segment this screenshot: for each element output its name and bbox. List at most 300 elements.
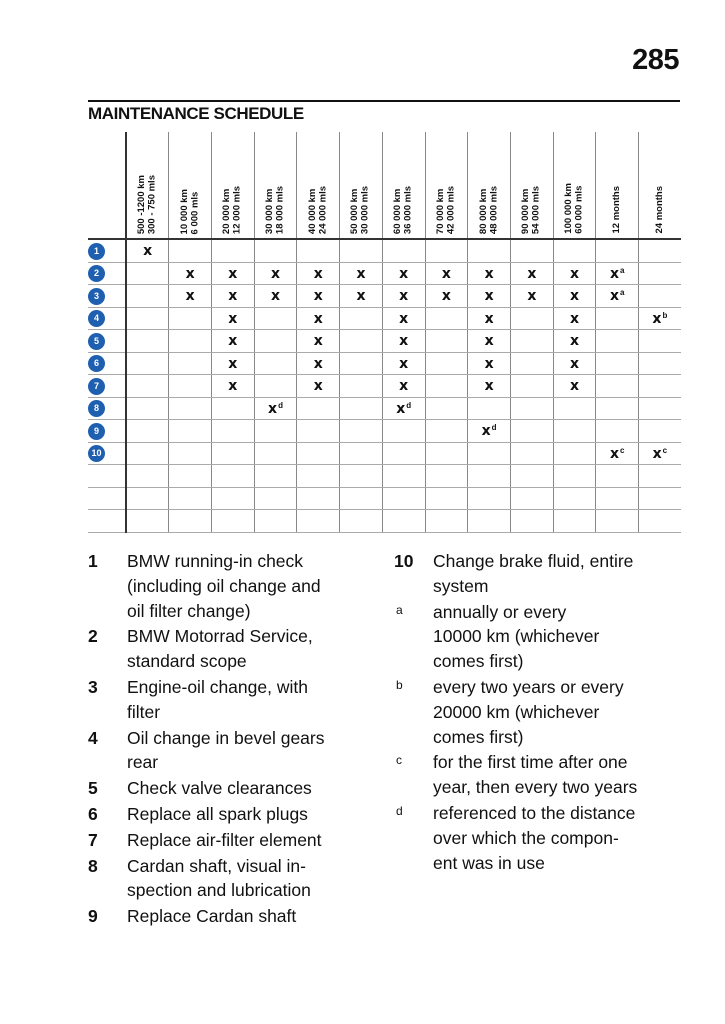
service-mark: x (527, 288, 537, 305)
schedule-cell (254, 262, 297, 285)
schedule-row (88, 352, 681, 375)
schedule-cell (510, 239, 553, 262)
schedule-cell (553, 397, 596, 420)
schedule-cell (340, 285, 383, 308)
schedule-cell (639, 330, 681, 353)
row-number-cell (88, 465, 126, 488)
row-number-badge: 3 (88, 288, 105, 305)
service-mark: x (356, 265, 366, 282)
schedule-cell (382, 442, 425, 465)
schedule-cell (425, 465, 468, 488)
schedule-cell (382, 397, 425, 420)
service-mark: x (185, 265, 195, 282)
service-mark: x (396, 400, 406, 417)
interval-label-primary: 100 000 km (563, 183, 575, 234)
schedule-cell (126, 397, 169, 420)
interval-label-secondary: 30 000 mls (359, 185, 371, 234)
schedule-cell (211, 420, 254, 443)
schedule-cell (596, 330, 639, 353)
schedule-cell (340, 330, 383, 353)
interval-header (126, 132, 169, 239)
schedule-cell (126, 420, 169, 443)
legend-line: Replace all spark plugs (127, 803, 308, 824)
interval-header (340, 132, 383, 239)
schedule-cell (169, 262, 212, 285)
legend-item (88, 549, 378, 623)
schedule-cell (425, 285, 468, 308)
schedule-cell (596, 285, 639, 308)
schedule-cell (596, 375, 639, 398)
legend-line: BMW running-in check (127, 551, 304, 571)
interval-label (180, 189, 201, 234)
row-number-badge: 1 (88, 243, 105, 260)
schedule-cell (382, 307, 425, 330)
schedule-row (88, 465, 681, 488)
schedule-cell (425, 352, 468, 375)
schedule-cell (553, 465, 596, 488)
legend-line: every two years or every (433, 676, 624, 697)
legend-footnote-letter: d (396, 803, 403, 818)
schedule-cell (382, 330, 425, 353)
schedule-cell (169, 352, 212, 375)
schedule-row (88, 239, 681, 262)
legend-line: referenced to the distance (433, 802, 636, 823)
service-mark: x (441, 288, 451, 305)
schedule-cell (510, 262, 553, 285)
schedule-cell (639, 262, 681, 285)
row-number-cell (88, 285, 126, 308)
schedule-cell (297, 465, 340, 488)
page-number: 285 (632, 44, 679, 76)
schedule-cell (169, 239, 212, 262)
schedule-cell (468, 330, 511, 353)
legend-line: filter (127, 701, 161, 722)
service-mark: x (313, 355, 323, 372)
legend-item (394, 675, 694, 749)
service-mark: x (399, 333, 409, 350)
schedule-cell (468, 285, 511, 308)
legend-line: spection and lubrication (127, 880, 311, 901)
legend-text (127, 854, 378, 904)
schedule-cell (639, 510, 681, 533)
schedule-cell (297, 262, 340, 285)
schedule-cell (425, 330, 468, 353)
schedule-cell (596, 487, 639, 510)
schedule-cell (468, 239, 511, 262)
schedule-cell (126, 375, 169, 398)
schedule-cell (254, 442, 297, 465)
row-number-cell (88, 262, 126, 285)
schedule-cell (211, 285, 254, 308)
service-mark: x (570, 378, 580, 395)
legend-item (394, 750, 694, 800)
schedule-cell (596, 239, 639, 262)
maintenance-schedule-table (88, 132, 681, 533)
schedule-cell (468, 352, 511, 375)
interval-header (382, 132, 425, 239)
row-number-badge: 9 (88, 423, 105, 440)
legend-text (433, 675, 694, 749)
schedule-cell (126, 352, 169, 375)
schedule-cell (382, 262, 425, 285)
row-number-badge: 5 (88, 333, 105, 350)
legend-line: BMW Motorrad Service, (127, 626, 313, 647)
legend-item (394, 549, 694, 599)
schedule-cell (169, 285, 212, 308)
legend-line: for the first time after one (433, 752, 628, 773)
row-number-badge: 8 (88, 400, 105, 417)
schedule-cell (340, 397, 383, 420)
legend-right-column (394, 549, 694, 876)
schedule-cell (425, 375, 468, 398)
schedule-cell (639, 375, 681, 398)
schedule-cell (382, 465, 425, 488)
interval-label-primary: 80 000 km (477, 188, 489, 234)
row-number-badge: 6 (88, 355, 105, 372)
service-mark: x (399, 265, 409, 282)
legend-line: standard scope (127, 651, 247, 672)
interval-label-secondary: 12 000 mls (231, 185, 243, 234)
schedule-cell (425, 397, 468, 420)
schedule-cell (425, 487, 468, 510)
legend-number: 3 (88, 676, 98, 697)
footnote-ref: c (662, 445, 668, 455)
schedule-row (88, 487, 681, 510)
service-mark: x (484, 355, 494, 372)
schedule-cell (425, 262, 468, 285)
service-mark: x (228, 355, 238, 372)
schedule-cell (254, 307, 297, 330)
schedule-cell (553, 330, 596, 353)
schedule-cell (211, 442, 254, 465)
service-mark: x (313, 310, 323, 327)
row-number-cell (88, 375, 126, 398)
schedule-row (88, 307, 681, 330)
schedule-row (88, 510, 681, 533)
legend-line: system (433, 575, 489, 596)
schedule-cell (169, 420, 212, 443)
schedule-cell (254, 465, 297, 488)
service-mark: x (481, 423, 491, 440)
service-mark: x (228, 333, 238, 350)
schedule-cell (297, 330, 340, 353)
schedule-cell (169, 375, 212, 398)
interval-label (612, 186, 623, 234)
row-number-badge: 10 (88, 445, 105, 462)
service-mark: x (228, 310, 238, 327)
schedule-cell (340, 375, 383, 398)
footnote-ref: b (662, 310, 668, 320)
schedule-row (88, 262, 681, 285)
row-number-badge: 7 (88, 378, 105, 395)
service-mark: x (484, 333, 494, 350)
footnote-ref: d (278, 400, 283, 410)
interval-label-secondary: 60 000 mls (573, 185, 585, 234)
service-mark: x (228, 265, 238, 282)
service-mark: x (313, 333, 323, 350)
schedule-cell (382, 239, 425, 262)
schedule-cell (211, 375, 254, 398)
schedule-cell (425, 307, 468, 330)
schedule-cell (340, 465, 383, 488)
schedule-cell (510, 352, 553, 375)
schedule-cell (254, 375, 297, 398)
schedule-cell (297, 442, 340, 465)
schedule-row (88, 397, 681, 420)
service-mark: x (610, 265, 620, 282)
schedule-cell (553, 375, 596, 398)
legend-text (433, 750, 694, 800)
interval-label (393, 186, 414, 234)
legend-line: Engine-oil change, with (127, 676, 308, 697)
schedule-cell (126, 239, 169, 262)
row-number-badge: 2 (88, 265, 105, 282)
schedule-cell (297, 510, 340, 533)
footnote-ref: c (620, 445, 625, 455)
schedule-cell (425, 420, 468, 443)
legend-line: (including oil change and (127, 575, 321, 596)
schedule-row (88, 420, 681, 443)
interval-label (655, 186, 666, 234)
interval-label (479, 186, 500, 234)
schedule-cell (382, 352, 425, 375)
footnote-ref: a (620, 288, 625, 298)
service-mark: x (570, 355, 580, 372)
legend-line: oil filter change) (127, 600, 251, 621)
service-mark: x (570, 265, 580, 282)
schedule-cell (254, 510, 297, 533)
row-number-cell (88, 397, 126, 420)
schedule-cell (639, 397, 681, 420)
legend-item (394, 801, 694, 875)
interval-header (297, 132, 340, 239)
schedule-cell (340, 442, 383, 465)
service-mark: x (399, 355, 409, 372)
schedule-cell (297, 375, 340, 398)
service-mark: x (399, 288, 409, 305)
schedule-cell (254, 239, 297, 262)
legend-number: 9 (88, 906, 98, 927)
schedule-cell (425, 510, 468, 533)
schedule-cell (596, 510, 639, 533)
schedule-cell (340, 239, 383, 262)
schedule-cell (297, 397, 340, 420)
legend-number: 8 (88, 855, 98, 876)
schedule-cell (211, 239, 254, 262)
service-mark: x (527, 265, 537, 282)
service-mark: x (143, 243, 153, 260)
row-number-cell (88, 307, 126, 330)
schedule-cell (169, 465, 212, 488)
interval-label-primary: 30 000 km (264, 188, 276, 234)
legend-number: 7 (88, 829, 98, 850)
service-mark: x (610, 445, 620, 462)
schedule-cell (553, 420, 596, 443)
schedule-cell (468, 465, 511, 488)
interval-header (639, 132, 681, 239)
service-mark: x (228, 288, 238, 305)
interval-label-secondary: 18 000 mls (274, 185, 286, 234)
service-mark: x (441, 265, 451, 282)
legend-number: 4 (88, 727, 98, 748)
legend-text (127, 802, 378, 827)
schedule-cell (639, 352, 681, 375)
schedule-cell (553, 307, 596, 330)
legend-line: Check valve clearances (127, 778, 312, 799)
schedule-cell (510, 330, 553, 353)
interval-header (468, 132, 511, 239)
header-rule (88, 100, 680, 102)
legend-text (127, 624, 378, 674)
service-mark: x (313, 378, 323, 395)
schedule-cell (468, 487, 511, 510)
schedule-cell (425, 442, 468, 465)
schedule-cell (169, 397, 212, 420)
service-mark: x (484, 310, 494, 327)
schedule-cell (382, 487, 425, 510)
schedule-cell (169, 330, 212, 353)
interval-label-primary: 10 000 km (178, 188, 190, 234)
schedule-cell (596, 442, 639, 465)
legend-left-column (88, 549, 378, 930)
legend-text (433, 801, 694, 875)
interval-label-primary: 40 000 km (306, 188, 318, 234)
legend-line: 20000 km (whichever (433, 701, 600, 722)
schedule-cell (553, 487, 596, 510)
legend-text (127, 549, 378, 623)
schedule-cell (596, 262, 639, 285)
schedule-cell (510, 442, 553, 465)
legend-line: 10000 km (whichever (433, 626, 600, 647)
legend-item (88, 802, 378, 827)
schedule-cell (254, 397, 297, 420)
schedule-cell (468, 262, 511, 285)
schedule-cell (297, 285, 340, 308)
schedule-cell (126, 487, 169, 510)
schedule-cell (340, 487, 383, 510)
schedule-cell (254, 352, 297, 375)
schedule-cell (126, 262, 169, 285)
schedule-cell (468, 420, 511, 443)
schedule-cell (297, 487, 340, 510)
schedule-cell (126, 510, 169, 533)
schedule-cell (211, 510, 254, 533)
schedule-cell (510, 307, 553, 330)
schedule-cell (553, 510, 596, 533)
schedule-cell (468, 307, 511, 330)
interval-header-row (88, 132, 681, 239)
interval-label-primary: 90 000 km (520, 188, 532, 234)
legend-line: rear (127, 752, 159, 773)
service-mark: x (268, 400, 278, 417)
interval-label-secondary: 36 000 mls (402, 185, 414, 234)
schedule-cell (126, 330, 169, 353)
schedule-cell (553, 285, 596, 308)
interval-label-secondary: 24 000 mls (317, 185, 329, 234)
legend-line: annually or every (433, 601, 567, 622)
legend-line: ent was in use (433, 852, 545, 873)
legend-number: 2 (88, 626, 98, 647)
schedule-cell (468, 375, 511, 398)
legend-text (433, 549, 694, 599)
legend-text (127, 776, 378, 801)
schedule-cell (468, 397, 511, 420)
schedule-cell (169, 487, 212, 510)
interval-label-primary: 12 months (611, 186, 623, 234)
service-mark: x (313, 288, 323, 305)
legend-text (127, 904, 378, 929)
schedule-cell (211, 307, 254, 330)
legend-text (127, 726, 378, 776)
legend-item (88, 624, 378, 674)
schedule-cell (211, 352, 254, 375)
interval-label-primary: 20 000 km (221, 188, 233, 234)
schedule-cell (425, 239, 468, 262)
row-number-badge: 4 (88, 310, 105, 327)
legend-text (127, 675, 378, 725)
legend-line: Replace Cardan shaft (127, 906, 297, 927)
schedule-cell (639, 239, 681, 262)
schedule-cell (297, 420, 340, 443)
legend-number: 1 (88, 551, 98, 571)
schedule-cell (340, 420, 383, 443)
schedule-cell (468, 442, 511, 465)
interval-label-secondary: 48 000 mls (488, 185, 500, 234)
legend-item (394, 600, 694, 674)
service-mark: x (484, 288, 494, 305)
legend-text (127, 828, 378, 853)
schedule-cell (596, 420, 639, 443)
interval-header (254, 132, 297, 239)
legend-number: 5 (88, 778, 98, 799)
footnote-ref: a (620, 265, 625, 275)
schedule-cell (254, 487, 297, 510)
interval-label-primary: 70 000 km (434, 188, 446, 234)
service-mark: x (271, 265, 281, 282)
interval-label (137, 175, 158, 234)
service-mark: x (570, 310, 580, 327)
schedule-cell (639, 285, 681, 308)
schedule-row (88, 442, 681, 465)
legend-footnote-letter: a (396, 602, 403, 617)
schedule-cell (596, 352, 639, 375)
schedule-cell (382, 510, 425, 533)
schedule-cell (639, 487, 681, 510)
schedule-cell (553, 262, 596, 285)
interval-label-secondary: 54 000 mls (530, 185, 542, 234)
legend-item (88, 828, 378, 853)
legend-line: comes first) (433, 651, 524, 672)
schedule-cell (553, 442, 596, 465)
schedule-cell (169, 442, 212, 465)
legend-number: 10 (394, 551, 414, 571)
schedule-cell (510, 397, 553, 420)
service-mark: x (228, 378, 238, 395)
service-mark: x (356, 288, 366, 305)
legend-line: Change brake fluid, entire (433, 551, 634, 571)
service-mark: x (570, 333, 580, 350)
legend-number: 6 (88, 803, 98, 824)
schedule-cell (126, 442, 169, 465)
schedule-cell (340, 352, 383, 375)
schedule-cell (340, 510, 383, 533)
schedule-cell (340, 262, 383, 285)
header-corner (88, 132, 126, 239)
interval-header (510, 132, 553, 239)
row-number-cell (88, 420, 126, 443)
interval-label (308, 186, 329, 234)
schedule-cell (639, 465, 681, 488)
